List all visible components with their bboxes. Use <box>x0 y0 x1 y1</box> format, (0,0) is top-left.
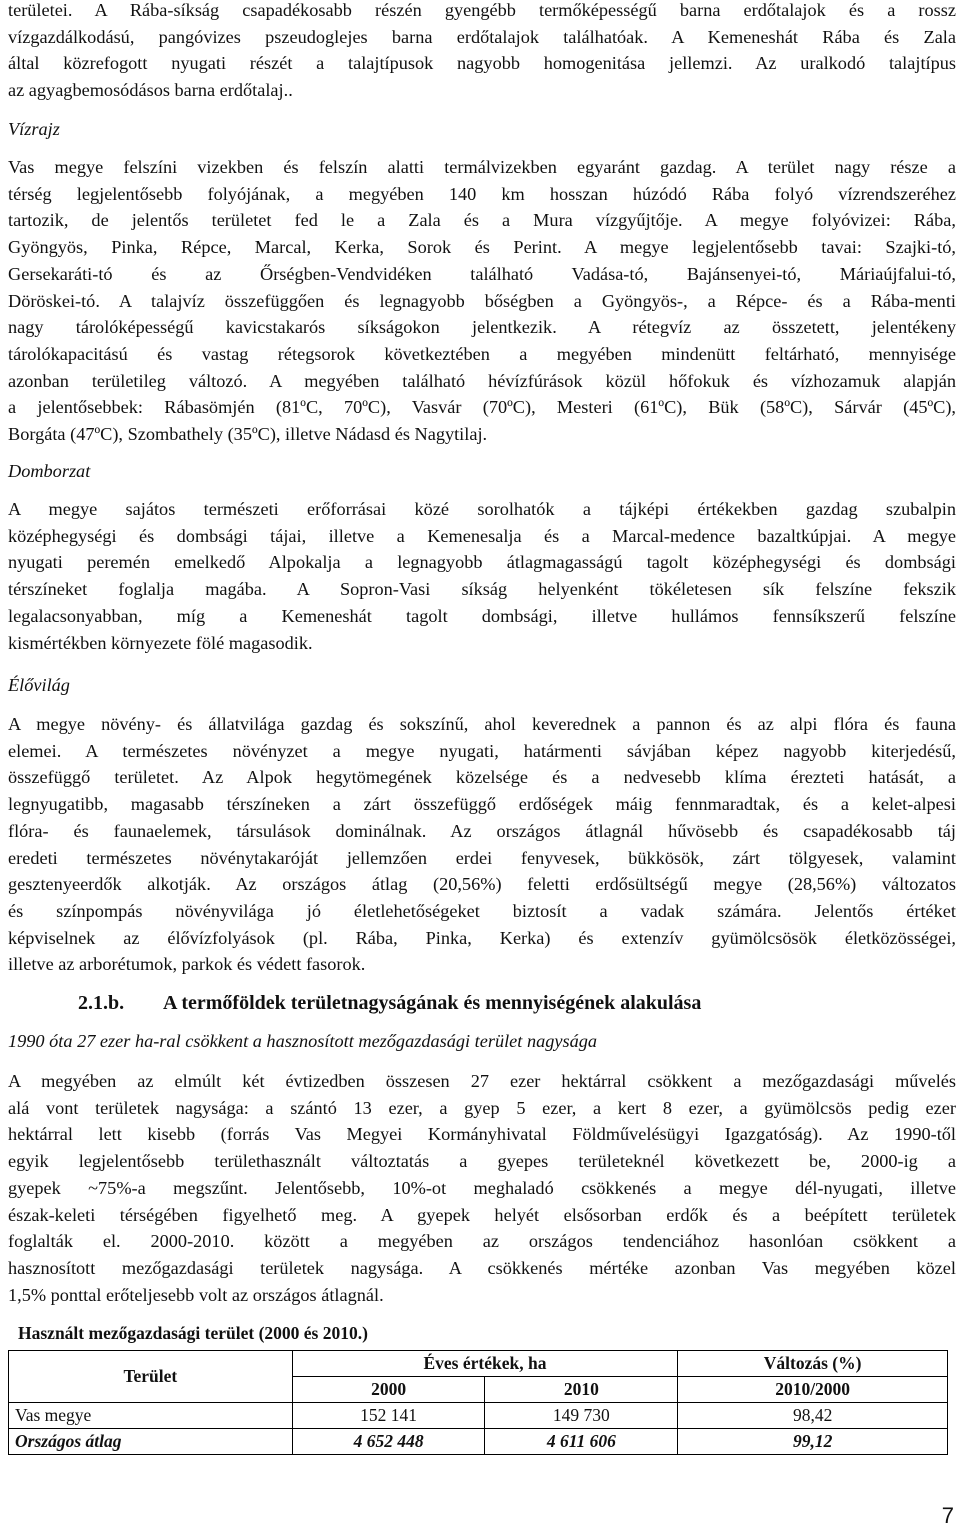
text-line: által közrefogott nyugati részét a talajtípusok nagyobb homogenitása jellemzi. Az uralkodó talajtípus <box>8 53 956 74</box>
text-line: A megye sajátos természeti erőforrásai közé sorolhatók a tájképi értékekben gazdag szubalpin <box>8 499 956 519</box>
section-heading <box>78 990 701 1016</box>
header-2000: 2000 <box>292 1377 485 1403</box>
text-line: az agyagbemosódásos barna erdőtalaj.. <box>8 80 293 101</box>
text-line: flóra- és faunaelemek, társulások dominálnak. Az országos átlagnál hűvösebb és csapadékosabb táj <box>8 820 956 841</box>
text-line: Döröskei-tó. A talajvíz összefüggően és legnagyobb bőségben a Gyöngyös-, a Répce- és a Rába-menti <box>8 290 956 311</box>
cell-change: 98,42 <box>678 1403 948 1429</box>
text-line: hasznosított mezőgazdasági területek nagysága. A csökkenés mértéke azonban Vas megyében közel <box>8 1257 956 1278</box>
text-line: illetve az arborétumok, parkok és védett fasorok. <box>8 954 366 975</box>
text-line: kismértékben környezete fölé magasodik. <box>8 632 313 653</box>
text-line: területei. A Rába-síkság csapadékosabb részén gyengébb termőképességű barna erdőtalajok és a rossz <box>8 0 956 20</box>
text-line: és színpompás növényvilága jó életlehetőségeket biztosít a vadak számára. Jelentős értéket <box>8 900 956 921</box>
text-line: 1,5% ponttal erőteljesebb volt az országos átlagnál. <box>8 1284 384 1305</box>
text-line: legnyugatibb, magasabb térszíneken a zárt összefüggő erdőségek máig fennmaradtak, és a kelet-alpesi <box>8 794 956 815</box>
text-line: A megye növény- és állatvilága gazdag és sokszínű, ahol keverednek a pannon és az alpi flóra és fauna <box>8 714 956 734</box>
header-eves-ertekek: Éves értékek, ha <box>292 1351 678 1377</box>
table-row <box>9 1429 948 1455</box>
text-line: hektárral lett kisebb (forrás Vas Megyei Kormányhivatal Földművelésügyi Igazgatóság). Az 1990-től <box>8 1124 956 1145</box>
row-name: Országos átlag <box>9 1429 293 1455</box>
section-title: A termőföldek területnagyságának és mennyiségének alakulása <box>163 992 702 1014</box>
text-line: nyugati peremén emelkedő Alpokalja a legnagyobb átlagmagasságú tagolt középhegységi és dombsági <box>8 552 956 573</box>
text-line: foglalták el. 2000-2010. között a megyében az országos tendenciához hasonlóan csökkent a <box>8 1231 956 1252</box>
text-line: elemei. A természetes növényzet a megye nyugati, határmenti sávjában képez nagyobb kiterjedésű, <box>8 740 956 761</box>
text-line: képviselnek az élővízfolyások (pl. Rába, Pinka, Kerka) és extenzív gyümölcsösök életközösségei, <box>8 927 956 948</box>
text-line: vízgazdálkodású, pangóvizes pszeudoglejes barna erdőtalajok találhatóak. A Kemeneshát Rába és Zala <box>8 26 956 47</box>
text-line: nagy tárolóképességű kavicstakarós síkságokon jelentkezik. A rétegvíz az összetett, jelentékeny <box>8 317 956 338</box>
text-line: tárolókapacitású és vastag rétegsorok következtében a megyében mindenütt feltárható, mennyisége <box>8 343 956 364</box>
text-line: térszíneket foglalja magába. A Sopron-Vasi síkság helyenként tökéletesen sík felszíne fekszik <box>8 579 956 600</box>
row-name: Vas megye <box>9 1403 293 1429</box>
cell-2000: 152 141 <box>292 1403 485 1429</box>
table-caption: Használt mezőgazdasági terület (2000 és 2010.) <box>18 1323 368 1343</box>
text-line: gesztenyeerdők alkotják. Az országos átlag (20,56%) feletti erdősültségű megye (28,56%) változatos <box>8 874 956 895</box>
cell-change: 99,12 <box>678 1429 948 1455</box>
cell-2000: 4 652 448 <box>292 1429 485 1455</box>
elovilag-paragraph <box>8 711 956 978</box>
header-valtozas: Változás (%) <box>678 1351 948 1377</box>
header-ratio: 2010/2000 <box>678 1377 948 1403</box>
page-number: 7 <box>941 1503 954 1528</box>
text-line: összefüggő területet. Az Alpok hegytömegének közelsége és a nedvesebb klíma érezteti hatását, a <box>8 767 956 788</box>
land-use-table <box>8 1350 948 1455</box>
heading-vizrajz: Vízrajz <box>8 119 60 139</box>
header-terulet: Terület <box>9 1351 293 1403</box>
text-line: Borgáta (47ºC), Szombathely (35ºC), illetve Nádasd és Nagytilaj. <box>8 424 488 445</box>
cell-2010: 4 611 606 <box>485 1429 678 1455</box>
text-line: eredeti természetes növénytakaróját jellemzően erdei fenyvesek, bükkösök, zárt tölgyesek, valamint <box>8 847 956 868</box>
text-line: a jelentősebbek: Rábasömjén (81ºC, 70ºC), Vasvár (70ºC), Mesteri (61ºC), Bük (58ºC), Sárvár (45ºC), <box>8 397 956 418</box>
text-line: tartozik, de jelentős területet fed le a Zala és a Mura vízgyűjtője. A megye folyóvizei: Rába, <box>8 210 956 231</box>
table-header-row <box>9 1351 948 1377</box>
heading-elovilag: Élővilág <box>8 675 70 695</box>
land-paragraph <box>8 1068 956 1308</box>
soil-paragraph <box>8 0 956 104</box>
header-2010: 2010 <box>485 1377 678 1403</box>
vizrajz-paragraph <box>8 154 956 448</box>
text-line: középhegységi és dombsági tájai, illetve a Kemenesalja és a Marcal-medence bazaltkúpjai. A megye <box>8 525 956 546</box>
text-line: legalacsonyabban, míg a Kemeneshát tagolt dombsági, illetve hullámos fennsíkszerű felszíne <box>8 605 956 626</box>
text-line: Gersekaráti-tó és az Őrségben-Vendvidéken található Vadása-tó, Bajánsenyei-tó, Máriaújfalui-tó, <box>8 263 956 284</box>
domborzat-paragraph <box>8 496 956 656</box>
text-line: térség legjelentősebb folyójának, a megyében 140 km hosszan húzódó Rába folyó vízrendszeréhez <box>8 183 956 204</box>
table-row <box>9 1403 948 1429</box>
text-line: észak-keleti térségében figyelhető meg. A gyepek helyét elsősorban erdők és a beépített területek <box>8 1204 956 1225</box>
text-line: egyik legjelentősebb területhasznált változtatás a gyepes területeknél következett be, 2000-ig a <box>8 1151 956 1172</box>
text-line: gyepek ~75%-a megszűnt. Jelentősebb, 10%-ot meghaladó csökkenés a megye dél-nyugati, illetve <box>8 1177 956 1198</box>
heading-domborzat: Domborzat <box>8 461 91 481</box>
text-line: Gyöngyös, Pinka, Répce, Marcal, Kerka, Sorok és Perint. A megye legjelentősebb tavai: Szajki-tó, <box>8 237 956 258</box>
text-line: Vas megye felszíni vizekben és felszín alatti termálvizekben egyaránt gazdag. A terület nagy része a <box>8 157 956 177</box>
text-line: A megyében az elmúlt két évtizedben összesen 27 ezer hektárral csökkent a mezőgazdasági művelés <box>8 1071 956 1091</box>
section-number: 2.1.b. <box>78 992 125 1014</box>
text-line: azonban területileg változó. A megyében található hévízfúrások közül hőfokuk és vízhozamuk alapján <box>8 370 956 391</box>
cell-2010: 149 730 <box>485 1403 678 1429</box>
text-line: alá vont területek nagysága: a szántó 13 ezer, a gyep 5 ezer, a kert 8 ezer, a gyümölcsös pedig ezer <box>8 1097 956 1118</box>
subheading-1990: 1990 óta 27 ezer ha-ral csökkent a hasznosított mezőgazdasági terület nagysága <box>8 1031 598 1051</box>
